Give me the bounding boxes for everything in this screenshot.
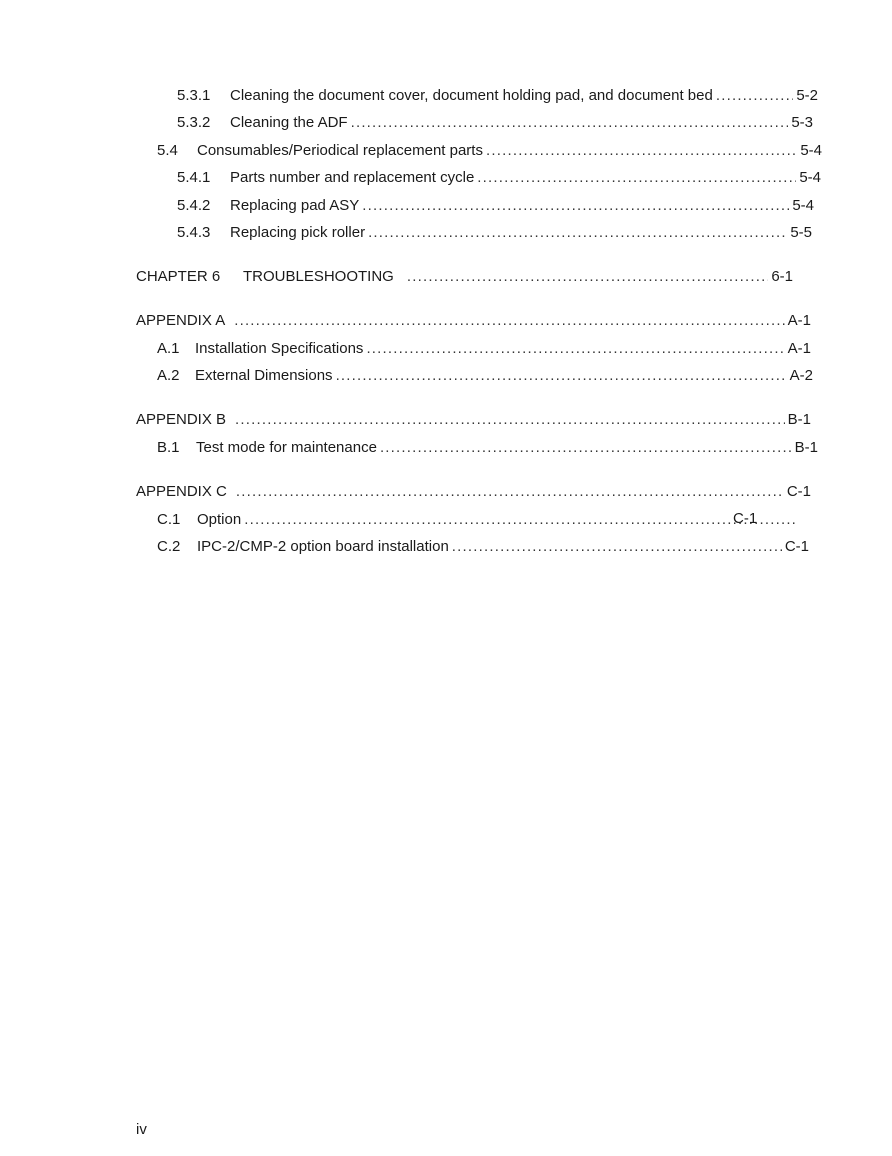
dot-leader <box>380 438 792 458</box>
toc-entry-page: 5-4 <box>792 197 814 214</box>
toc-entry-number: A.2 <box>157 367 180 384</box>
toc-entry-title: Option <box>197 511 242 528</box>
toc-entry-page: 5-2 <box>796 87 818 104</box>
toc-entry-page: A-1 <box>787 340 811 357</box>
toc-entry-a-1[interactable] <box>157 339 811 359</box>
toc-entry-title: Consumables/Periodical replacement parts <box>197 142 483 159</box>
dot-leader <box>234 311 784 331</box>
toc-entry-page: C-1 <box>733 510 758 527</box>
toc-entry-title: TROUBLESHOOTING <box>243 268 394 285</box>
toc-entry-title: Cleaning the ADF <box>230 114 348 131</box>
toc-entry-title: Test mode for maintenance <box>196 439 377 456</box>
toc-entry-page: C-1 <box>786 483 811 500</box>
dot-leader <box>486 141 797 161</box>
toc-entry-b-1[interactable] <box>157 438 818 458</box>
toc-entry-number: 5.3.2 <box>177 114 211 131</box>
dot-leader <box>362 196 789 216</box>
toc-entry-5-4[interactable] <box>157 141 822 161</box>
dot-leader <box>716 86 793 106</box>
toc-entry-title: Replacing pick roller <box>230 224 366 241</box>
toc-entry-number: C.2 <box>157 538 181 555</box>
toc-entry-number: A.1 <box>157 340 180 357</box>
toc-entry-chapter-6[interactable] <box>136 267 793 287</box>
toc-entry-5-3-1[interactable] <box>177 86 818 106</box>
toc-entry-number: 5.4 <box>157 142 178 159</box>
toc-entry-page: A-2 <box>789 367 813 384</box>
dot-leader <box>407 267 768 287</box>
toc-entry-appendix-a[interactable] <box>136 311 811 331</box>
dot-leader <box>236 482 784 502</box>
toc-entry-page: 6-1 <box>771 268 793 285</box>
toc-entry-number: B.1 <box>157 439 180 456</box>
toc-entry-number: 5.4.3 <box>177 224 211 241</box>
toc-entry-a-2[interactable] <box>157 366 813 386</box>
toc-entry-5-4-3[interactable] <box>177 223 812 243</box>
toc-entry-page: 5-4 <box>800 142 822 159</box>
toc-entry-page: B-1 <box>794 439 818 456</box>
toc-entry-page: A-1 <box>787 312 811 329</box>
dot-leader <box>351 113 789 133</box>
toc-entry-number: 5.3.1 <box>177 87 211 104</box>
dot-leader <box>336 366 787 386</box>
toc-entry-5-4-1[interactable] <box>177 168 821 188</box>
dot-leader <box>366 339 784 359</box>
toc-entry-page: B-1 <box>787 411 811 428</box>
toc-entry-title: Installation Specifications <box>195 340 364 357</box>
dot-leader <box>452 537 782 557</box>
toc-entry-number: 5.4.1 <box>177 169 211 186</box>
toc-entry-number: APPENDIX C <box>136 483 227 500</box>
dot-leader <box>235 410 785 430</box>
toc-entry-page: 5-4 <box>799 169 821 186</box>
toc-entry-title: Parts number and replacement cycle <box>230 169 475 186</box>
toc-entry-title: Cleaning the document cover, document holding pad, and document bed <box>230 87 713 104</box>
toc-entry-5-3-2[interactable] <box>177 113 813 133</box>
toc-entry-c-1[interactable] <box>157 510 797 530</box>
toc-entry-number: CHAPTER 6 <box>136 268 221 285</box>
page-number: iv <box>136 1121 147 1138</box>
toc-entry-page: 5-5 <box>790 224 812 241</box>
toc-entry-page: 5-3 <box>791 114 813 131</box>
toc-entry-appendix-b[interactable] <box>136 410 811 430</box>
toc-entry-5-4-2[interactable] <box>177 196 814 216</box>
toc-entry-number: C.1 <box>157 511 181 528</box>
dot-leader <box>477 168 796 188</box>
toc-entry-page: C-1 <box>784 538 809 555</box>
toc-entry-title: Replacing pad ASY <box>230 197 360 214</box>
toc-entry-c-2[interactable] <box>157 537 809 557</box>
dot-leader <box>244 510 797 530</box>
dot-leader <box>368 223 787 243</box>
toc-entry-number: APPENDIX A <box>136 312 226 329</box>
toc-entry-title: External Dimensions <box>195 367 333 384</box>
toc-entry-number: 5.4.2 <box>177 197 211 214</box>
toc-entry-number: APPENDIX B <box>136 411 227 428</box>
toc-entry-title: IPC-2/CMP-2 option board installation <box>197 538 449 555</box>
toc-entry-appendix-c[interactable] <box>136 482 811 502</box>
